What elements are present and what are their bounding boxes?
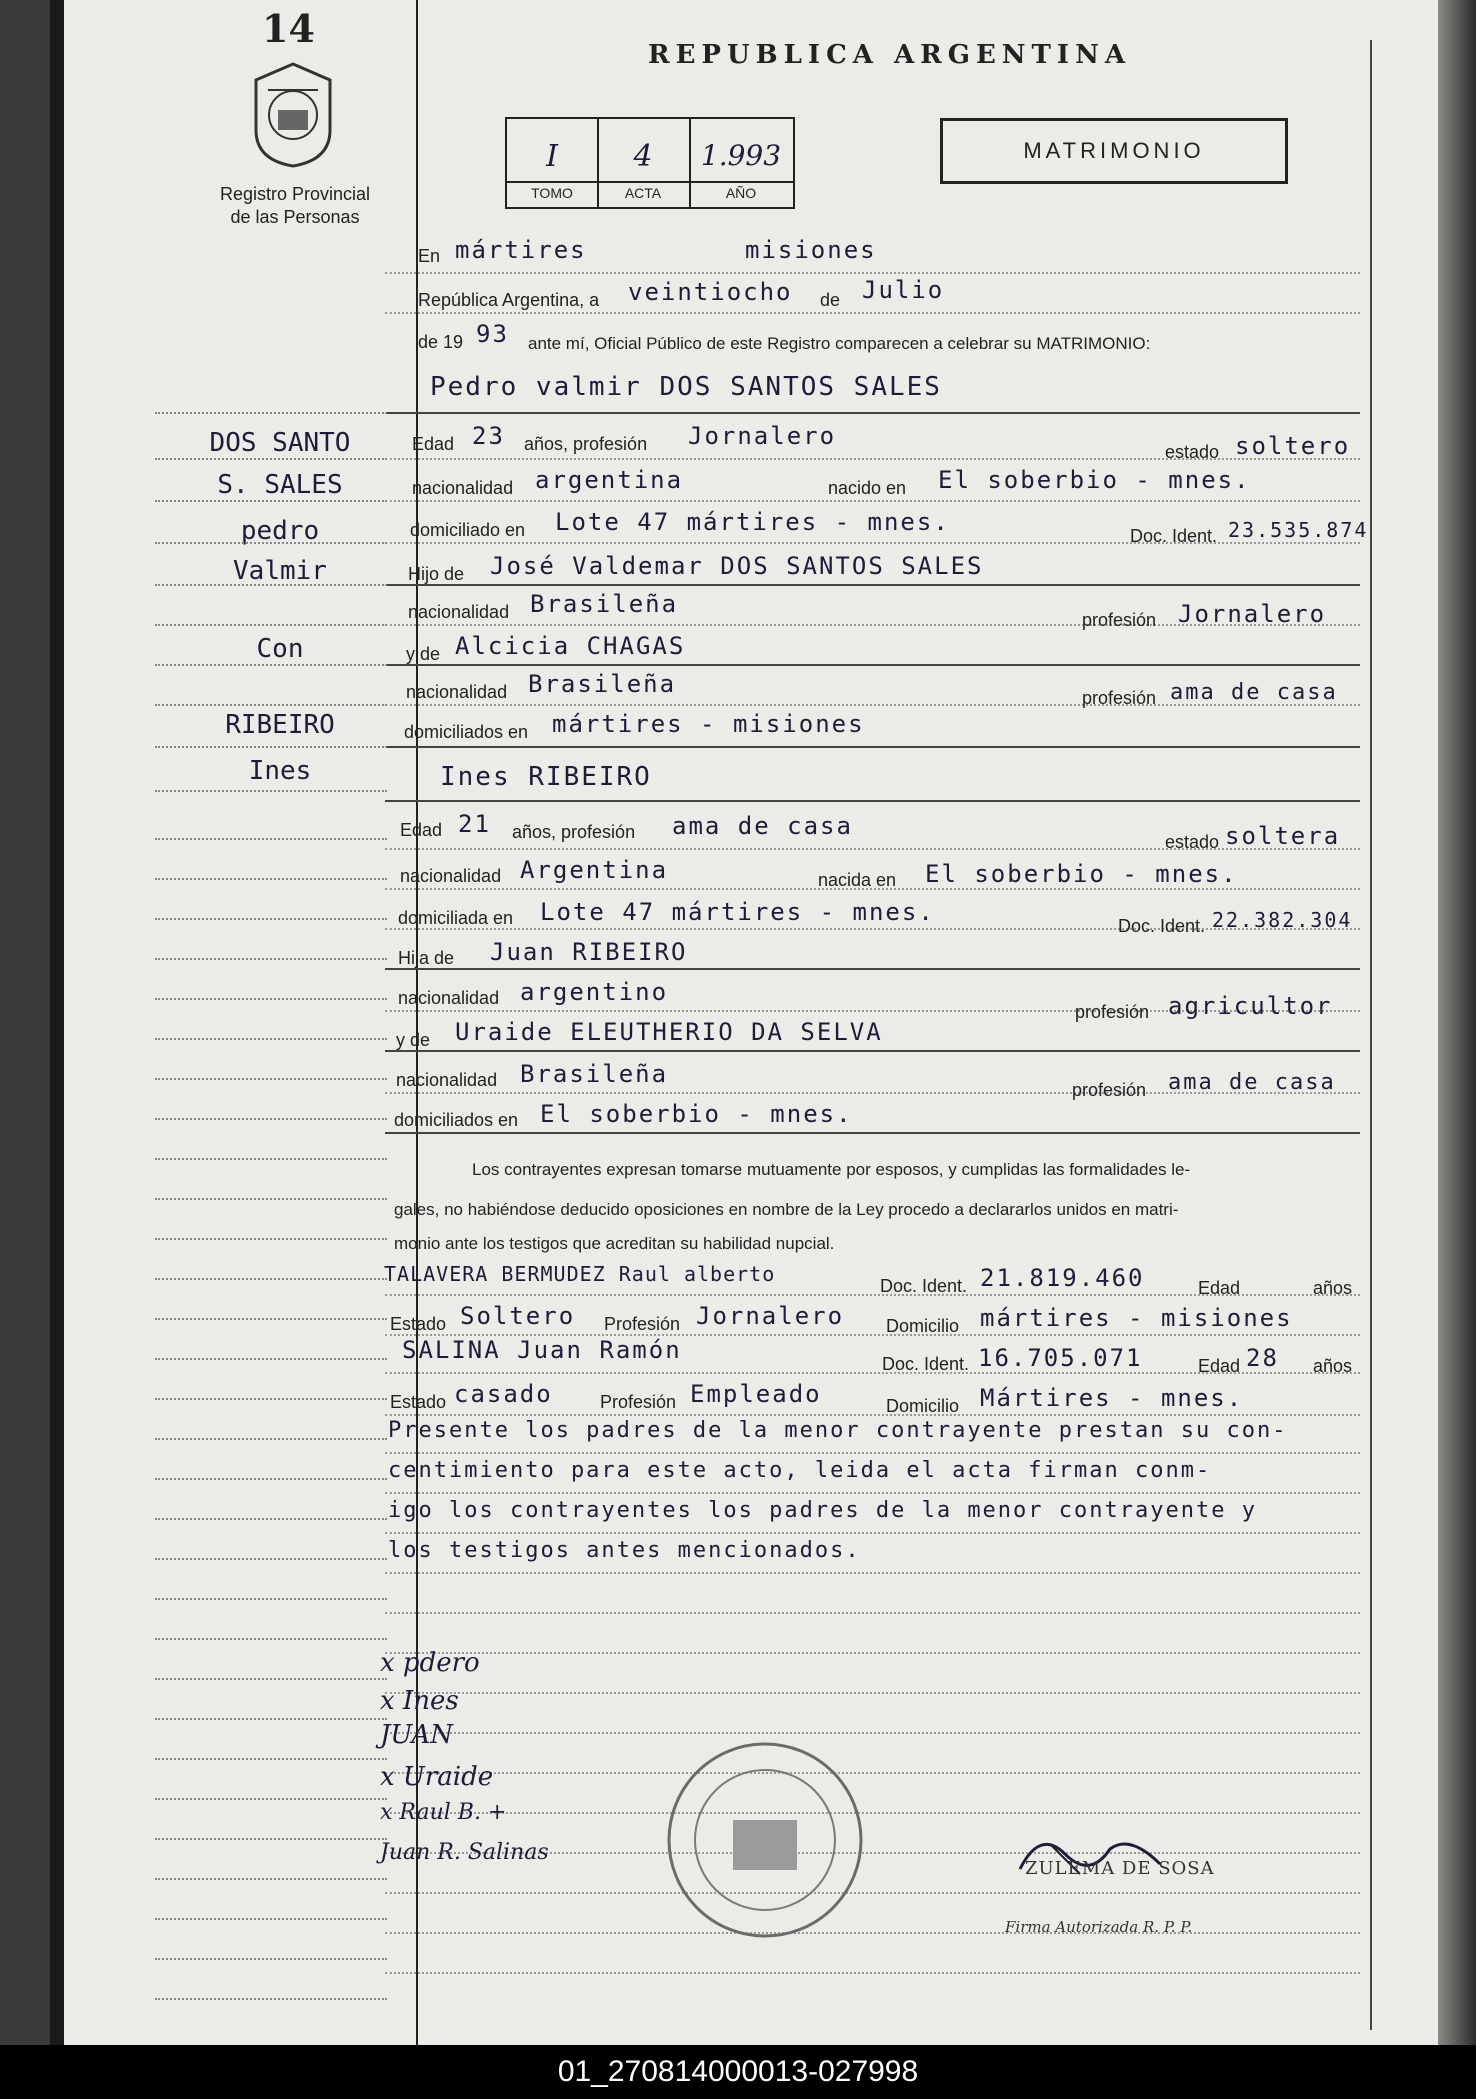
- de-label: de: [820, 290, 841, 310]
- bride-nacida-label: nacida en: [818, 870, 897, 890]
- bride-father-prof-label: profesión: [1075, 1002, 1150, 1022]
- bride-mother: Uraide ELEUTHERIO DA SELVA: [455, 1018, 883, 1046]
- bride-profesion-label: años, profesión: [512, 822, 636, 842]
- witness2-edad-label: Edad: [1198, 1356, 1241, 1376]
- scan-filename: 01_270814000013-027998: [0, 2045, 1476, 2099]
- republic-label: República Argentina, a: [418, 290, 600, 310]
- bride-parents-dom-label: domiciliados en: [394, 1110, 519, 1130]
- bride-mother-profession: ama de casa: [1168, 1070, 1336, 1095]
- act-type-label: MATRIMONIO: [1023, 138, 1205, 163]
- bride-nationality: Argentina: [520, 856, 669, 884]
- margin-name-6: RIBEIRO: [225, 710, 335, 740]
- witness2-anos-label: años: [1313, 1356, 1353, 1376]
- groom-parents-domicile: mártires - misiones: [552, 710, 865, 738]
- registry-name-line1: Registro Provincial: [219, 184, 371, 204]
- declaration-line1: Los contrayentes expresan tomarse mutuamente por esposos, y cumplidas las formalidades le-: [472, 1160, 1191, 1179]
- right-border: [1370, 40, 1372, 2030]
- witness2-profesion-label: Profesión: [600, 1392, 677, 1412]
- groom-birthplace: El soberbio - mnes.: [938, 466, 1251, 494]
- note-line-3: igo los contrayentes los padres de la menor contrayente y: [388, 1498, 1257, 1523]
- witness2-estado: casado: [454, 1380, 553, 1408]
- groom-estado-label: estado: [1165, 442, 1220, 462]
- groom-father: José Valdemar DOS SANTOS SALES: [490, 552, 984, 580]
- note-line-4: los testigos antes mencionados.: [388, 1538, 861, 1563]
- witness1-profession: Jornalero: [696, 1302, 845, 1330]
- note-line-2: centimiento para este acto, leida el acta firman conm-: [388, 1458, 1212, 1483]
- day-value: veintiocho: [628, 278, 793, 306]
- margin-name-4: Valmir: [233, 556, 327, 586]
- bride-birthplace: El soberbio - mnes.: [925, 860, 1238, 888]
- witness1-profesion-label: Profesión: [604, 1314, 681, 1334]
- official-name: ZULEMA DE SOSA: [1025, 1858, 1215, 1879]
- acta-value: 4: [633, 139, 653, 174]
- registry-seal-icon: [248, 60, 338, 170]
- groom-mother-nationality: Brasileña: [528, 670, 677, 698]
- register-reference-box: [505, 117, 795, 209]
- bride-mother-nationality: Brasileña: [520, 1060, 669, 1088]
- margin-name-5: Con: [256, 634, 304, 664]
- groom-father-profession: Jornalero: [1178, 600, 1327, 628]
- ano-label: AÑO: [725, 185, 757, 201]
- bride-father-nat-label: nacionalidad: [398, 988, 500, 1008]
- witness2-estado-label: Estado: [390, 1392, 447, 1412]
- registry-name-line2: de las Personas: [230, 207, 360, 227]
- acta-label: ACTA: [624, 185, 662, 201]
- witness1-doc-label: Doc. Ident.: [880, 1276, 968, 1296]
- groom-mother-nat-label: nacionalidad: [406, 682, 508, 702]
- groom-domicile: Lote 47 mártires - mnes.: [555, 508, 950, 536]
- groom-mother: Alcicia CHAGAS: [455, 632, 686, 660]
- margin-name-3: pedro: [240, 516, 320, 546]
- groom-father-prof-label: profesión: [1082, 610, 1157, 630]
- witness1-doc: 21.819.460: [980, 1264, 1145, 1292]
- groom-hijo-label: Hijo de: [408, 564, 465, 584]
- province-value: misiones: [745, 236, 877, 264]
- signature-witness2: Juan R. Salinas: [380, 1840, 549, 1865]
- margin-name-2: S. SALES: [217, 470, 343, 500]
- groom-mother-profession: ama de casa: [1170, 680, 1338, 705]
- bride-age: 21: [458, 810, 491, 838]
- witness1-edad-label: Edad: [1198, 1278, 1241, 1298]
- bride-father-nationality: argentino: [520, 978, 669, 1006]
- bride-domicile: Lote 47 mártires - mnes.: [540, 898, 935, 926]
- country-title: REPUBLICA ARGENTINA: [648, 40, 1132, 70]
- groom-nacido-label: nacido en: [828, 478, 907, 498]
- year-suffix: 93: [476, 320, 509, 348]
- witness1-domicile: mártires - misiones: [980, 1304, 1293, 1332]
- witness2-profession: Empleado: [690, 1380, 822, 1408]
- signature-witness1: x Raul B. +: [380, 1800, 507, 1825]
- bride-profession: ama de casa: [672, 812, 853, 840]
- groom-parents-dom-label: domiciliados en: [404, 722, 529, 742]
- witness1-anos-label: años: [1313, 1278, 1353, 1298]
- bride-father: Juan RIBEIRO: [490, 938, 688, 966]
- note-line-1: Presente los padres de la menor contrayente prestan su con-: [388, 1418, 1288, 1443]
- groom-name: Pedro valmir DOS SANTOS SALES: [430, 372, 942, 402]
- ano-value: 1.993: [700, 139, 782, 172]
- witness2-domicilio-label: Domicilio: [886, 1396, 960, 1416]
- groom-doc-label: Doc. Ident.: [1130, 526, 1218, 546]
- place-value: mártires: [455, 236, 587, 264]
- bride-father-profession: agricultor: [1168, 992, 1333, 1020]
- groom-nationality: argentina: [535, 466, 684, 494]
- bride-doc-label: Doc. Ident.: [1118, 916, 1206, 936]
- official-title: Firma Autorizada R. P. P.: [1005, 1918, 1193, 1936]
- groom-father-nationality: Brasileña: [530, 590, 679, 618]
- year-prefix: de 19: [418, 332, 464, 352]
- month-value: Julio: [862, 276, 945, 304]
- signature-bride: x Ines: [380, 1686, 459, 1716]
- witness2-doc: 16.705.071: [978, 1344, 1143, 1372]
- bride-y-de-label: y de: [396, 1030, 431, 1050]
- witness1-name: TALAVERA BERMUDEZ Raul alberto: [384, 1262, 776, 1286]
- tomo-label: TOMO: [531, 185, 573, 201]
- signature-bride-mother: x Uraide: [380, 1762, 494, 1792]
- act-type-box: [940, 118, 1288, 184]
- groom-edad-label: Edad: [412, 434, 455, 454]
- groom-nacionalidad-label: nacionalidad: [412, 478, 514, 498]
- witness1-estado-label: Estado: [390, 1314, 447, 1334]
- groom-estado: soltero: [1235, 432, 1351, 460]
- page-edge-shadow: [1438, 0, 1476, 2045]
- groom-mother-prof-label: profesión: [1082, 688, 1157, 708]
- margin-name-1: DOS SANTO: [209, 428, 351, 458]
- bride-mother-prof-label: profesión: [1072, 1080, 1147, 1100]
- bride-mother-nat-label: nacionalidad: [396, 1070, 498, 1090]
- groom-domicilio-label: domiciliado en: [410, 520, 526, 540]
- groom-doc: 23.535.874: [1228, 518, 1369, 542]
- margin-name-7: Ines: [248, 756, 312, 786]
- bride-parents-domicile: El soberbio - mnes.: [540, 1100, 853, 1128]
- witness2-domicile: Mártires - mnes.: [980, 1384, 1244, 1412]
- bride-edad-label: Edad: [400, 820, 443, 840]
- declaration-line3: monio ante los testigos que acreditan su habilidad nupcial.: [394, 1234, 835, 1253]
- en-label: En: [418, 246, 441, 266]
- bride-hija-label: Hija de: [398, 948, 455, 968]
- witness1-domicilio-label: Domicilio: [886, 1316, 960, 1336]
- witness2-name: SALINA Juan Ramón: [402, 1336, 682, 1364]
- groom-father-nat-label: nacionalidad: [408, 602, 510, 622]
- bride-estado: soltera: [1225, 822, 1341, 850]
- signature-groom: x pdero: [380, 1648, 480, 1678]
- official-seal-icon: [665, 1740, 865, 1940]
- groom-profession: Jornalero: [688, 422, 837, 450]
- groom-age: 23: [472, 422, 505, 450]
- witness2-age: 28: [1246, 1344, 1279, 1372]
- declaration-line2: gales, no habiéndose deducido oposiciones en nombre de la Ley procedo a declararlos unidos en matri-: [394, 1200, 1179, 1219]
- page-number: 14: [262, 6, 315, 51]
- intro-statement: ante mí, Oficial Público de este Registro comparecen a celebrar su MATRIMONIO:: [528, 334, 1151, 353]
- witness2-doc-label: Doc. Ident.: [882, 1354, 970, 1374]
- bride-estado-label: estado: [1165, 832, 1220, 852]
- bride-doc: 22.382.304: [1212, 908, 1353, 932]
- bride-nacionalidad-label: nacionalidad: [400, 866, 502, 886]
- book-binding: [50, 0, 64, 2045]
- groom-y-de-label: y de: [406, 644, 441, 664]
- signature-bride-father: JUAN: [380, 1720, 454, 1750]
- bride-name: Ines RIBEIRO: [440, 762, 652, 792]
- bride-domicilio-label: domiciliada en: [398, 908, 514, 928]
- tomo-value: I: [546, 139, 558, 174]
- witness1-estado: Soltero: [460, 1302, 576, 1330]
- groom-profesion-label: años, profesión: [524, 434, 648, 454]
